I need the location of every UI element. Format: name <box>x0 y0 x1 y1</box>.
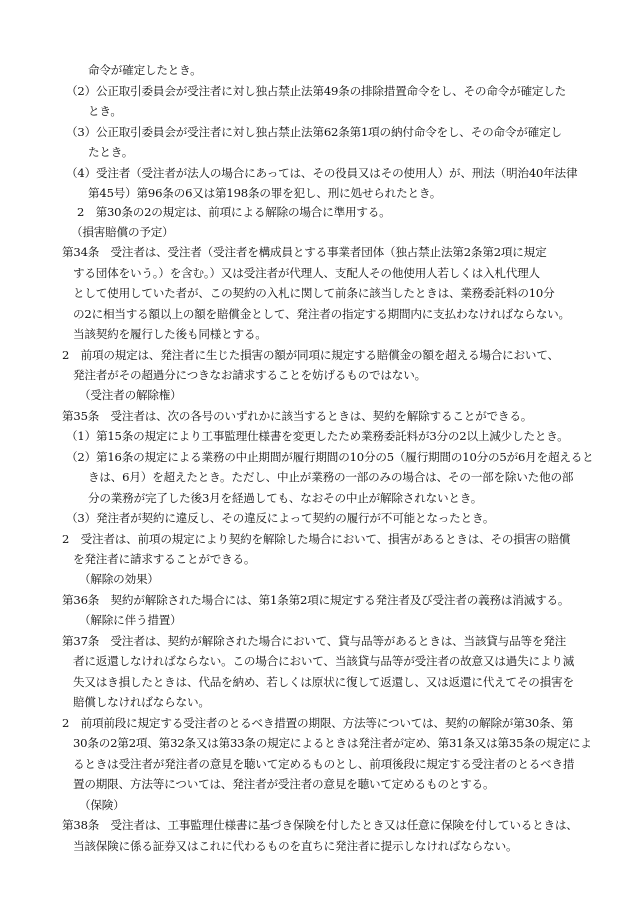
text-line: 賠償しなければならない。 <box>73 695 210 709</box>
text-line: （1）第15条の規定により工事監理仕様書を変更したため業務委託料が3分の2以上減少したとき。 <box>66 429 569 443</box>
article-line: 第38条 受注者は、工事監理仕様書に基づき保険を付したとき又は任意に保険を付しているときは、 <box>62 818 578 832</box>
text-line: たとき。 <box>88 145 134 159</box>
text-line: 失又はき損したときは、代品を納め、若しくは原状に復して返還し、又は返還に代えてその損害を <box>73 675 574 689</box>
text-line: 当該契約を履行した後も同様とする。 <box>73 327 267 341</box>
section-heading: （受注者の解除権） <box>79 388 182 402</box>
text-line: 置の期限、方法等については、発注者が受注者の意見を聴いて定めるものとする。 <box>73 777 495 791</box>
section-heading: （保険） <box>79 798 125 812</box>
text-line: する団体をいう。）を含む。）又は受注者が代理人、支配人その他使用人若しくは入札代理人 <box>73 266 540 280</box>
text-line: 者に返還しなければならない。この場合において、当該貸与品等が受注者の故意又は過失により滅 <box>73 654 575 668</box>
text-line: 2 前項の規定は、発注者に生じた損害の額が同項に規定する賠償金の額を超える場合において、 <box>62 348 559 362</box>
text-line: きは、6月）を超えたとき。ただし、中止が業務の一部のみの場合は、その一部を除いた他の部 <box>88 470 574 484</box>
text-line: （3）公正取引委員会が受注者に対し独占禁止法第62条第1項の納付命令をし、その命令が確定し <box>66 125 562 139</box>
section-heading: （解除に伴う措置） <box>79 613 182 627</box>
article-line: 第35条 受注者は、次の各号のいずれかに該当するときは、契約を解除することができる。 <box>62 409 533 423</box>
article-line: 第37条 受注者は、契約が解除された場合において、貸与品等があるときは、当該貸与品等を発注 <box>62 634 567 648</box>
text-line: 分の業務が完了した後3月を経過しても、なおその中止が解除されないとき。 <box>88 491 483 505</box>
text-line: 2 前項前段に規定する受注者のとるべき措置の期限、方法等については、契約の解除が第30条、第 <box>62 716 574 730</box>
text-line: （3）発注者が契約に違反し、その違反によって契約の履行が不可能となったとき。 <box>66 511 495 525</box>
text-line: として使用していた者が、この契約の入札に関して前条に該当したときは、業務委託料の10分 <box>73 286 555 300</box>
section-heading: （解除の効果） <box>79 572 159 586</box>
text-line: るときは受注者が発注者の意見を聴いて定めるものとし、前項後段に規定する受注者のとるべき措 <box>73 757 575 771</box>
text-line: 当該保険に係る証券又はこれに代わるものを直ちに発注者に提示しなければならない。 <box>73 839 518 853</box>
text-line: 命令が確定したとき。 <box>88 63 202 77</box>
article-line: 第36条 契約が解除された場合には、第1条第2項に規定する発注者及び受注者の義務は消滅する。 <box>62 593 570 607</box>
section-heading: （損害賠償の予定） <box>71 225 174 239</box>
text-line: （4）受注者（受注者が法人の場合にあっては、その役員又はその使用人）が、刑法（明治40年法律 <box>66 166 578 180</box>
text-line: 第45号）第96条の6又は第198条の罪を犯し、刑に処せられたとき。 <box>88 186 442 200</box>
text-line: （2）第16条の規定による業務の中止期間が履行期間の10分の5（履行期間の10分の5が6月を超えると <box>66 450 594 464</box>
text-line: 2 第30条の2の規定は、前項による解除の場合に準用する。 <box>77 205 391 219</box>
text-line: とき。 <box>88 104 122 118</box>
text-line: を発注者に請求することができる。 <box>73 552 256 566</box>
text-line: 30条の2第2項、第32条又は第33条の規定によるときは発注者が定め、第31条又は第35条の規定によ <box>73 736 592 750</box>
text-line: 発注者がその超過分につきなお請求することを妨げるものではない。 <box>73 368 426 382</box>
article-line: 第34条 受注者は、受注者（受注者を構成員とする事業者団体（独占禁止法第2条第2項に規定 <box>62 245 547 259</box>
text-line: （2）公正取引委員会が受注者に対し独占禁止法第49条の排除措置命令をし、その命令が確定した <box>66 84 567 98</box>
text-line: の2に相当する額以上の額を賠償金として、発注者の指定する期間内に支払わなければならない。 <box>73 307 570 321</box>
text-line: 2 受注者は、前項の規定により契約を解除した場合において、損害があるときは、その損害の賠償 <box>62 532 571 546</box>
